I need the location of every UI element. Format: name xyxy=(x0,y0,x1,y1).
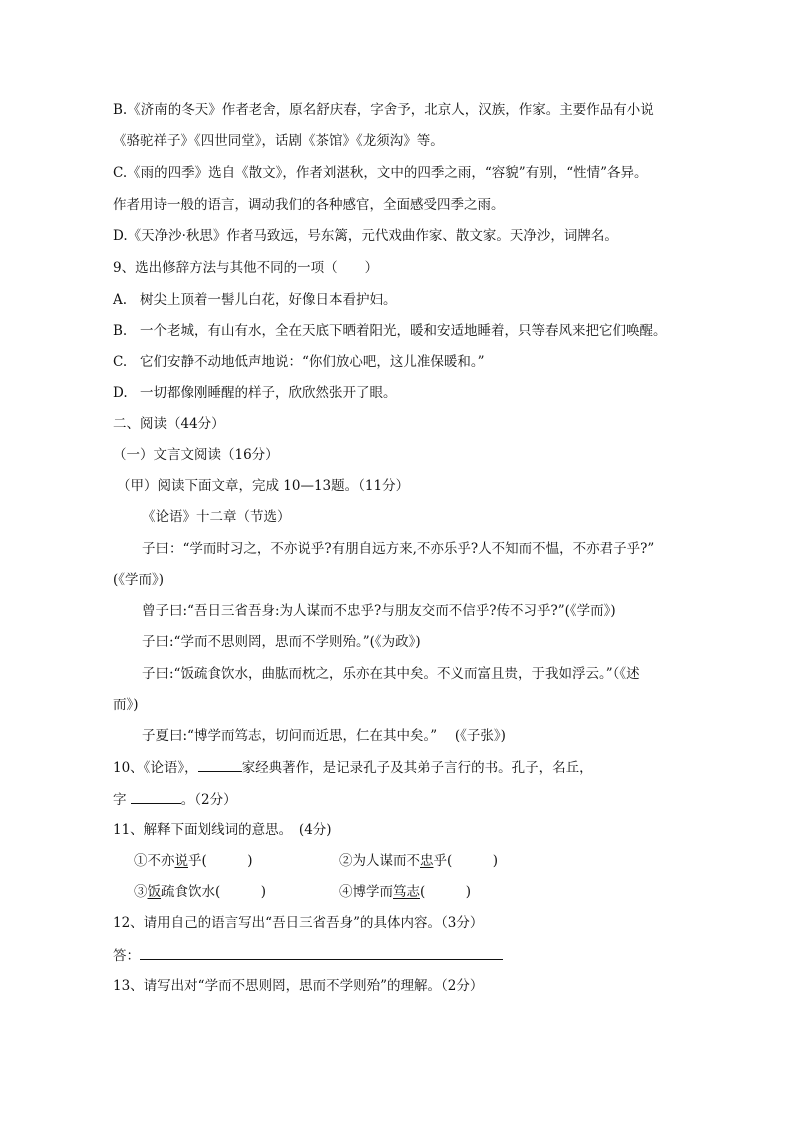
q9-option-c-label: C. xyxy=(113,354,128,370)
q8-option-b-line1: B.《济南的冬天》作者老舍，原名舒庆春，字舍予，北京人，汉族，作家。主要作品有小说 xyxy=(113,102,654,118)
q9-option-d xyxy=(113,383,397,403)
q11-item-1 xyxy=(134,851,253,871)
q10-line2-prefix: 字 xyxy=(113,792,131,808)
subsection-1-heading: （一）文言文阅读（16分） xyxy=(113,447,279,463)
q11-item-3-post: 疏食饮水( ) xyxy=(161,884,267,900)
q10-suffix: 家经典著作，是记录孔子及其弟子言行的书。孔子，名丘， xyxy=(241,760,593,776)
q10-answer-blank-2[interactable] xyxy=(131,789,181,804)
q9-option-c-text: 它们安静不动地低声地说：“你们放心吧，这儿准保暖和。” xyxy=(140,354,485,370)
q10-line2-suffix: 。（2分） xyxy=(180,792,237,808)
q10-prefix: 10、《论语》， xyxy=(113,760,198,776)
q9-option-d-label: D. xyxy=(113,385,128,401)
q12-stem: 12、请用自己的语言写出“吾日三省吾身”的具体内容。（3分） xyxy=(113,915,484,931)
q9-option-a-text: 树尖上顶着一髻儿白花，好像日本看护妇。 xyxy=(140,292,397,308)
passage-para3: 子曰:“学而不思则罔，思而不学则殆。”(《为政》) xyxy=(142,634,421,650)
q11-item-1-pre: ①不亦 xyxy=(134,853,175,869)
passage-title: 《论语》十二章（节选） xyxy=(142,509,291,525)
section-2-heading: 二、阅读（44分） xyxy=(113,416,225,432)
q13-stem: 13、请写出对“学而不思则罔，思而不学则殆”的理解。（2分） xyxy=(113,978,484,994)
q12-answer-label: 答： xyxy=(113,948,140,964)
q9-option-a-label: A. xyxy=(113,292,128,308)
passage-para4-line2: 而》) xyxy=(113,697,139,713)
q8-option-c-line1: C.《雨的四季》选自《散文》，作者刘湛秋，文中的四季之雨，“容貌”有别，“性情”各异。 xyxy=(113,165,648,181)
q8-option-d: D.《天净沙·秋思》作者马致远，号东篱，元代戏曲作家、散文家。天净沙，词牌名。 xyxy=(113,228,618,244)
q9-stem: 9、选出修辞方法与其他不同的一项（ ） xyxy=(113,260,379,276)
q11-item-3-underlined: 饭 xyxy=(147,884,161,900)
passage-jia-instruction: （甲）阅读下面文章，完成 10—13题。（11分） xyxy=(117,478,410,494)
q11-stem: 11、解释下面划线词的意思。 (4分) xyxy=(113,822,332,838)
q10-line2 xyxy=(113,789,237,810)
q11-item-2-post: 乎( ) xyxy=(433,853,499,869)
q11-item-2 xyxy=(339,851,498,871)
q9-option-a xyxy=(113,290,397,310)
q11-item-4-underlined: 笃志 xyxy=(393,884,420,900)
q9-option-d-text: 一切都像刚睡醒的样子，欣欣然张开了眼。 xyxy=(140,385,397,401)
q9-option-b xyxy=(113,321,667,341)
q11-item-2-pre: ②为人谋而不 xyxy=(339,853,420,869)
q11-item-2-underlined: 忠 xyxy=(420,853,434,869)
q11-item-1-underlined: 说 xyxy=(174,853,188,869)
q11-item-1-post: 乎( ) xyxy=(188,853,253,869)
q9-option-b-label: B. xyxy=(113,323,128,339)
q12-answer-line xyxy=(113,945,503,966)
passage-para4-line1: 子曰:“饭疏食饮水，曲肱而枕之，乐亦在其中矣。不义而富且贵，于我如浮云。”（《述 xyxy=(142,666,640,682)
passage-para2: 曾子曰:“吾日三省吾身:为人谋而不忠乎?与朋友交而不信乎?传不习乎?”(《学而》) xyxy=(142,603,616,619)
q12-answer-blank[interactable] xyxy=(140,945,503,960)
q11-item-3-pre: ③ xyxy=(134,884,148,900)
q11-item-4-pre: ④博学而 xyxy=(339,884,393,900)
q9-option-c xyxy=(113,352,485,372)
passage-para1-line1: 子曰：“学而时习之，不亦说乎?有朋自远方来,不亦乐乎?人不知而不愠，不亦君子乎?” xyxy=(142,541,655,557)
q11-item-4-post: ( ) xyxy=(420,884,472,900)
passage-para1-line2: (《学而》) xyxy=(113,572,165,588)
q11-item-3 xyxy=(134,882,266,902)
passage-para5: 子夏曰:“博学而笃志，切问而近思，仁在其中矣。” (《子张》) xyxy=(142,728,506,744)
q9-option-b-text: 一个老城，有山有水，全在天底下晒着阳光，暖和安适地睡着，只等春风来把它们唤醒。 xyxy=(140,323,667,339)
q8-option-c-line2: 作者用诗一般的语言，调动我们的各种感官，全面感受四季之雨。 xyxy=(113,197,505,213)
q10-line1 xyxy=(113,757,593,778)
q10-answer-blank-1[interactable] xyxy=(198,757,242,772)
q8-option-b-line2: 《骆驼祥子》《四世同堂》，话剧《茶馆》《龙须沟》等。 xyxy=(113,133,444,149)
q11-item-4 xyxy=(339,882,471,902)
